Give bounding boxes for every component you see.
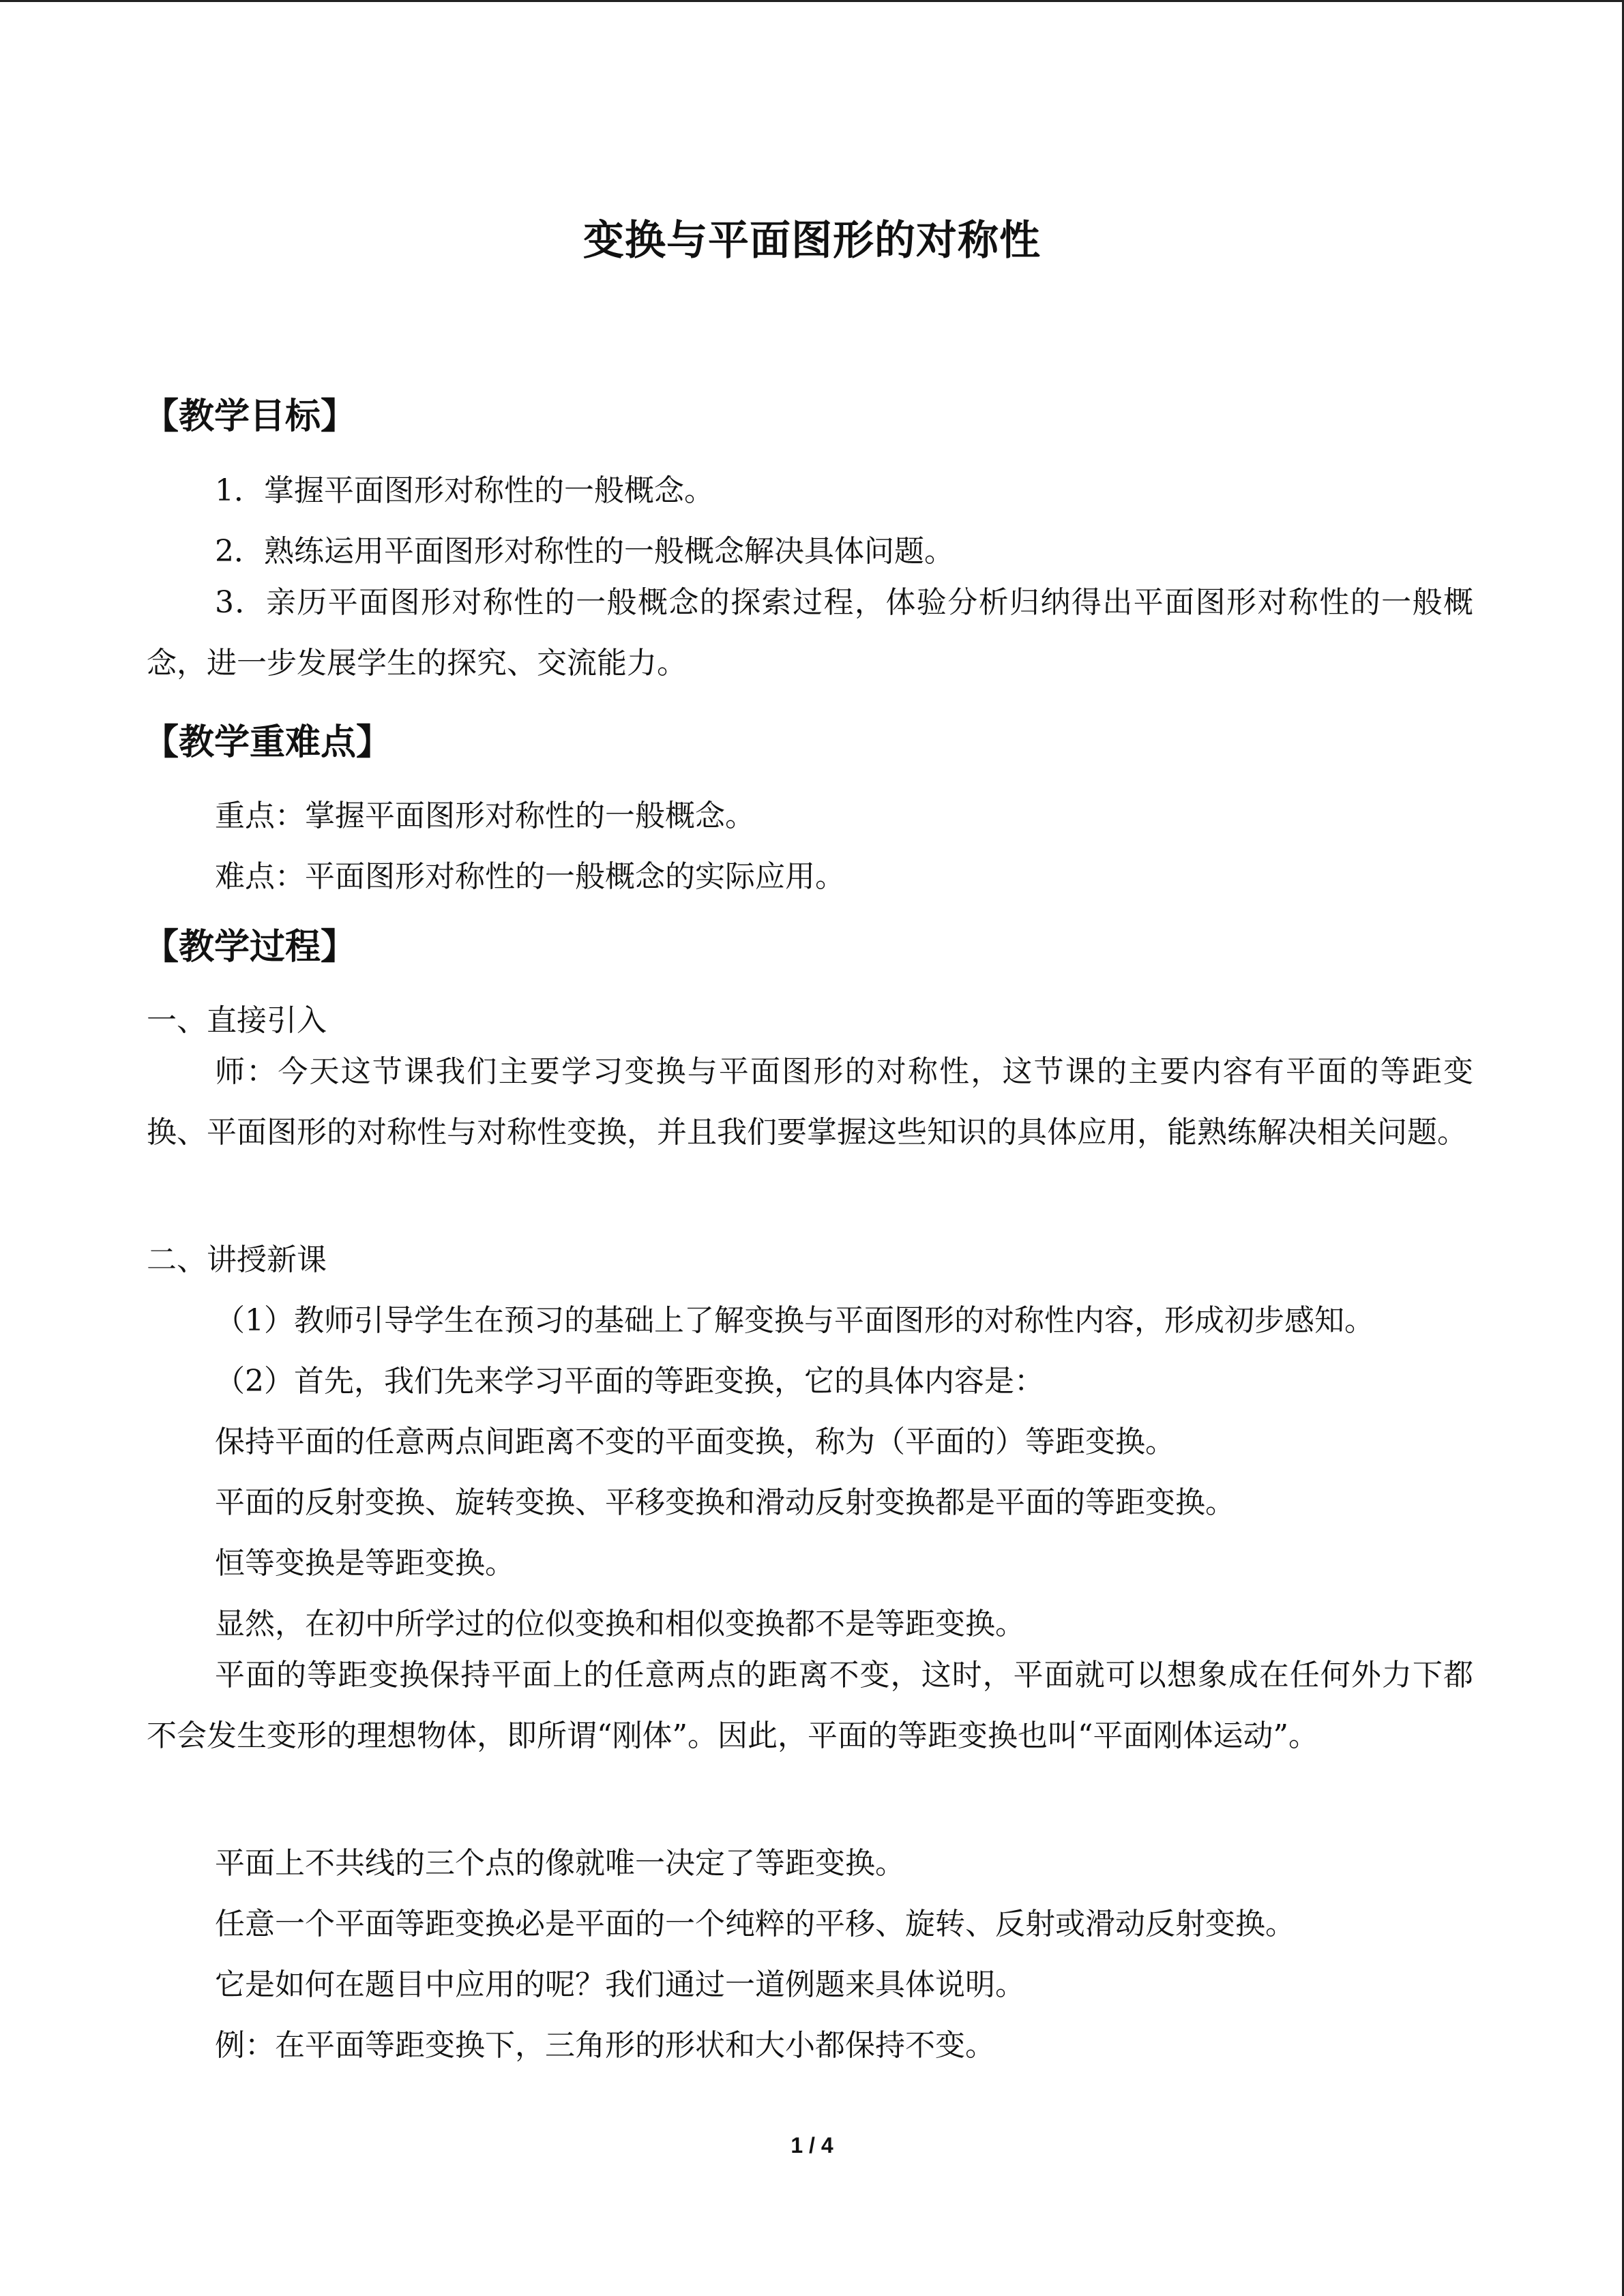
paragraph-2: （2）首先，我们先来学习平面的等距变换，它的具体内容是： xyxy=(215,1364,1044,1399)
paragraph-5: 恒等变换是等距变换。 xyxy=(215,1546,515,1581)
part2-title: 二、讲授新课 xyxy=(147,1242,327,1277)
document-title: 变换与平面图形的对称性 xyxy=(583,217,1041,265)
paragraph-11: 例：在平面等距变换下，三角形的形状和大小都保持不变。 xyxy=(215,2028,995,2063)
page-number: 1 / 4 xyxy=(791,2133,833,2158)
goal-item-1: 1．掌握平面图形对称性的一般概念。 xyxy=(215,473,714,508)
section-heading-goals: 【教学目标】 xyxy=(143,396,357,437)
paragraph-7: 平面的等距变换保持平面上的任意两点的距离不变，这时，平面就可以想象成在任何外力下都不会发生变形的理想物体，即所谓“刚体”。因此，平面的等距变换也叫“平面刚体运动”。 xyxy=(147,1658,1473,1753)
section-heading-process: 【教学过程】 xyxy=(143,927,357,968)
key-point: 重点：掌握平面图形对称性的一般概念。 xyxy=(215,799,755,833)
page-top-border xyxy=(0,0,1624,2)
difficult-point: 难点：平面图形对称性的一般概念的实际应用。 xyxy=(215,859,845,894)
paragraph-3: 保持平面的任意两点间距离不变的平面变换，称为（平面的）等距变换。 xyxy=(215,1425,1175,1459)
part1-title: 一、直接引入 xyxy=(147,1003,327,1038)
paragraph-9: 任意一个平面等距变换必是平面的一个纯粹的平移、旋转、反射或滑动反射变换。 xyxy=(215,1907,1295,1941)
paragraph-6: 显然，在初中所学过的位似变换和相似变换都不是等距变换。 xyxy=(215,1607,1025,1641)
part1-text: 师：今天这节课我们主要学习变换与平面图形的对称性，这节课的主要内容有平面的等距变换、平面图形的对称性与对称性变换，并且我们要掌握这些知识的具体应用，能熟练解决相关问题。 xyxy=(147,1054,1473,1150)
paragraph-4: 平面的反射变换、旋转变换、平移变换和滑动反射变换都是平面的等距变换。 xyxy=(215,1485,1235,1520)
paragraph-1: （1）教师引导学生在预习的基础上了解变换与平面图形的对称性内容，形成初步感知。 xyxy=(215,1303,1374,1338)
section-heading-key-points: 【教学重难点】 xyxy=(143,722,392,763)
paragraph-8: 平面上不共线的三个点的像就唯一决定了等距变换。 xyxy=(215,1846,905,1881)
goal-item-3: 3．亲历平面图形对称性的一般概念的探索过程，体验分析归纳得出平面图形对称性的一般概念，进一步发展学生的探究、交流能力。 xyxy=(147,585,1473,681)
goal-item-2: 2．熟练运用平面图形对称性的一般概念解决具体问题。 xyxy=(215,534,954,569)
paragraph-10: 它是如何在题目中应用的呢？我们通过一道例题来具体说明。 xyxy=(215,1967,1025,2002)
